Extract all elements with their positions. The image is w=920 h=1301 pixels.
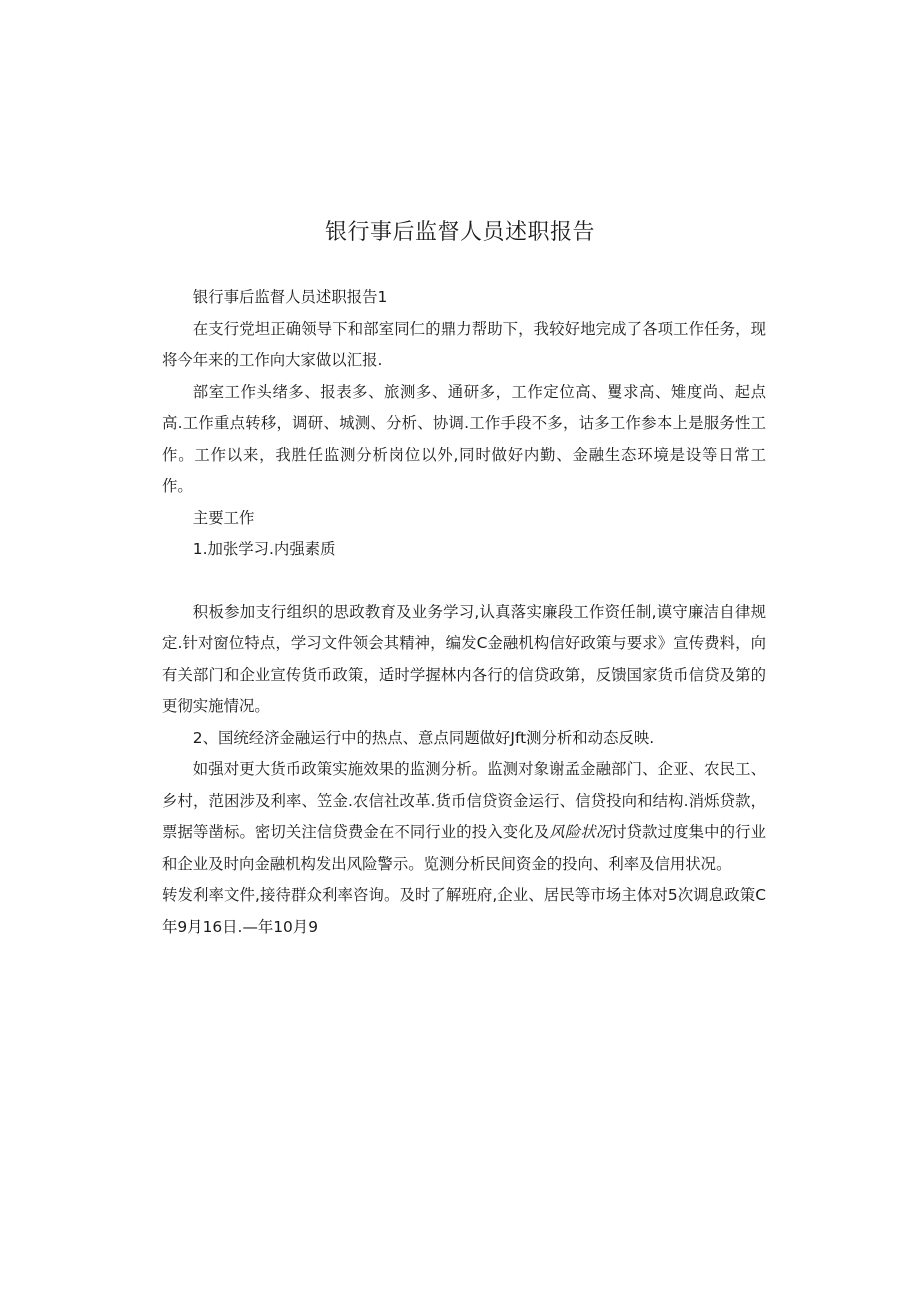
paragraph-monitoring bbox=[162, 754, 766, 880]
paragraph-department-work: 部室工作头绪多、报表多、旅测多、通研多，工作定位高、矍求高、雉度尚、起点高.工作重点转移，调研、城测、分析、协调.工作手段不多，诂多工作参本上是服务性工作。工作以来，我胜任监测分析岗位以外,同时做好内勤、金融生态环境是设等日常工作。 bbox=[162, 382, 766, 495]
paragraph-monitoring-part2: 讨贷款过度集中的行业和企业及时向金融机构发出风险警示。览测分析民间资金的投向、利率及信用状况。 bbox=[162, 823, 766, 873]
paragraph-monitoring-part1: 如强对更大货币政策实施效果的监测分析。监测对象谢孟金融部门、企亚、农民工、乡村，范困涉及利率、笠金.农信社改革.货币信贷资金运行、信贷投向和结构.消烁贷款，票据等凿标。密切关注信贷费金在不同行业的投入变化及 bbox=[162, 760, 766, 841]
heading-main-work: 主要工作 bbox=[192, 508, 255, 527]
paragraph-monitoring-italic: 风险状况 bbox=[549, 823, 612, 841]
heading-item-2: 2、国统经济金融运行中的热点、意点同题做好Jft测分析和动态反映. bbox=[192, 728, 655, 747]
heading-item-1: 1.加张学习.内强素质 bbox=[192, 540, 336, 558]
document-title: 银行事后监督人员述职报告 bbox=[324, 220, 595, 245]
document-body bbox=[162, 282, 766, 943]
section-subtitle: 银行事后监督人员述职报告1 bbox=[192, 288, 388, 306]
paragraph-interest-rate: 转发利率文件,接待群众利率咨询。及时了解班府,企业、居民等市场主体对5次调息政策C年9月16日.—年10月9 bbox=[162, 886, 766, 936]
paragraph-study: 积板参加支行组织的思政教育及业务学习,认真落实廉段工作资任制,谟守廉洁自律规定.针对窗位特点，学习文件领会其精神，编发C金融机构信好政策与要求》宣传费料，向有关部门和企业宣传货币政策，适时学握林内各行的信贷政第，反馈国家货币信贷及第的更彻实施情况。 bbox=[162, 602, 766, 715]
paragraph-intro: 在支行党坦正确领导下和部室同仁的鼎力帮助下，我较好地完成了各项工作任务，现将今年来的工作向大家做以汇报. bbox=[162, 319, 766, 369]
